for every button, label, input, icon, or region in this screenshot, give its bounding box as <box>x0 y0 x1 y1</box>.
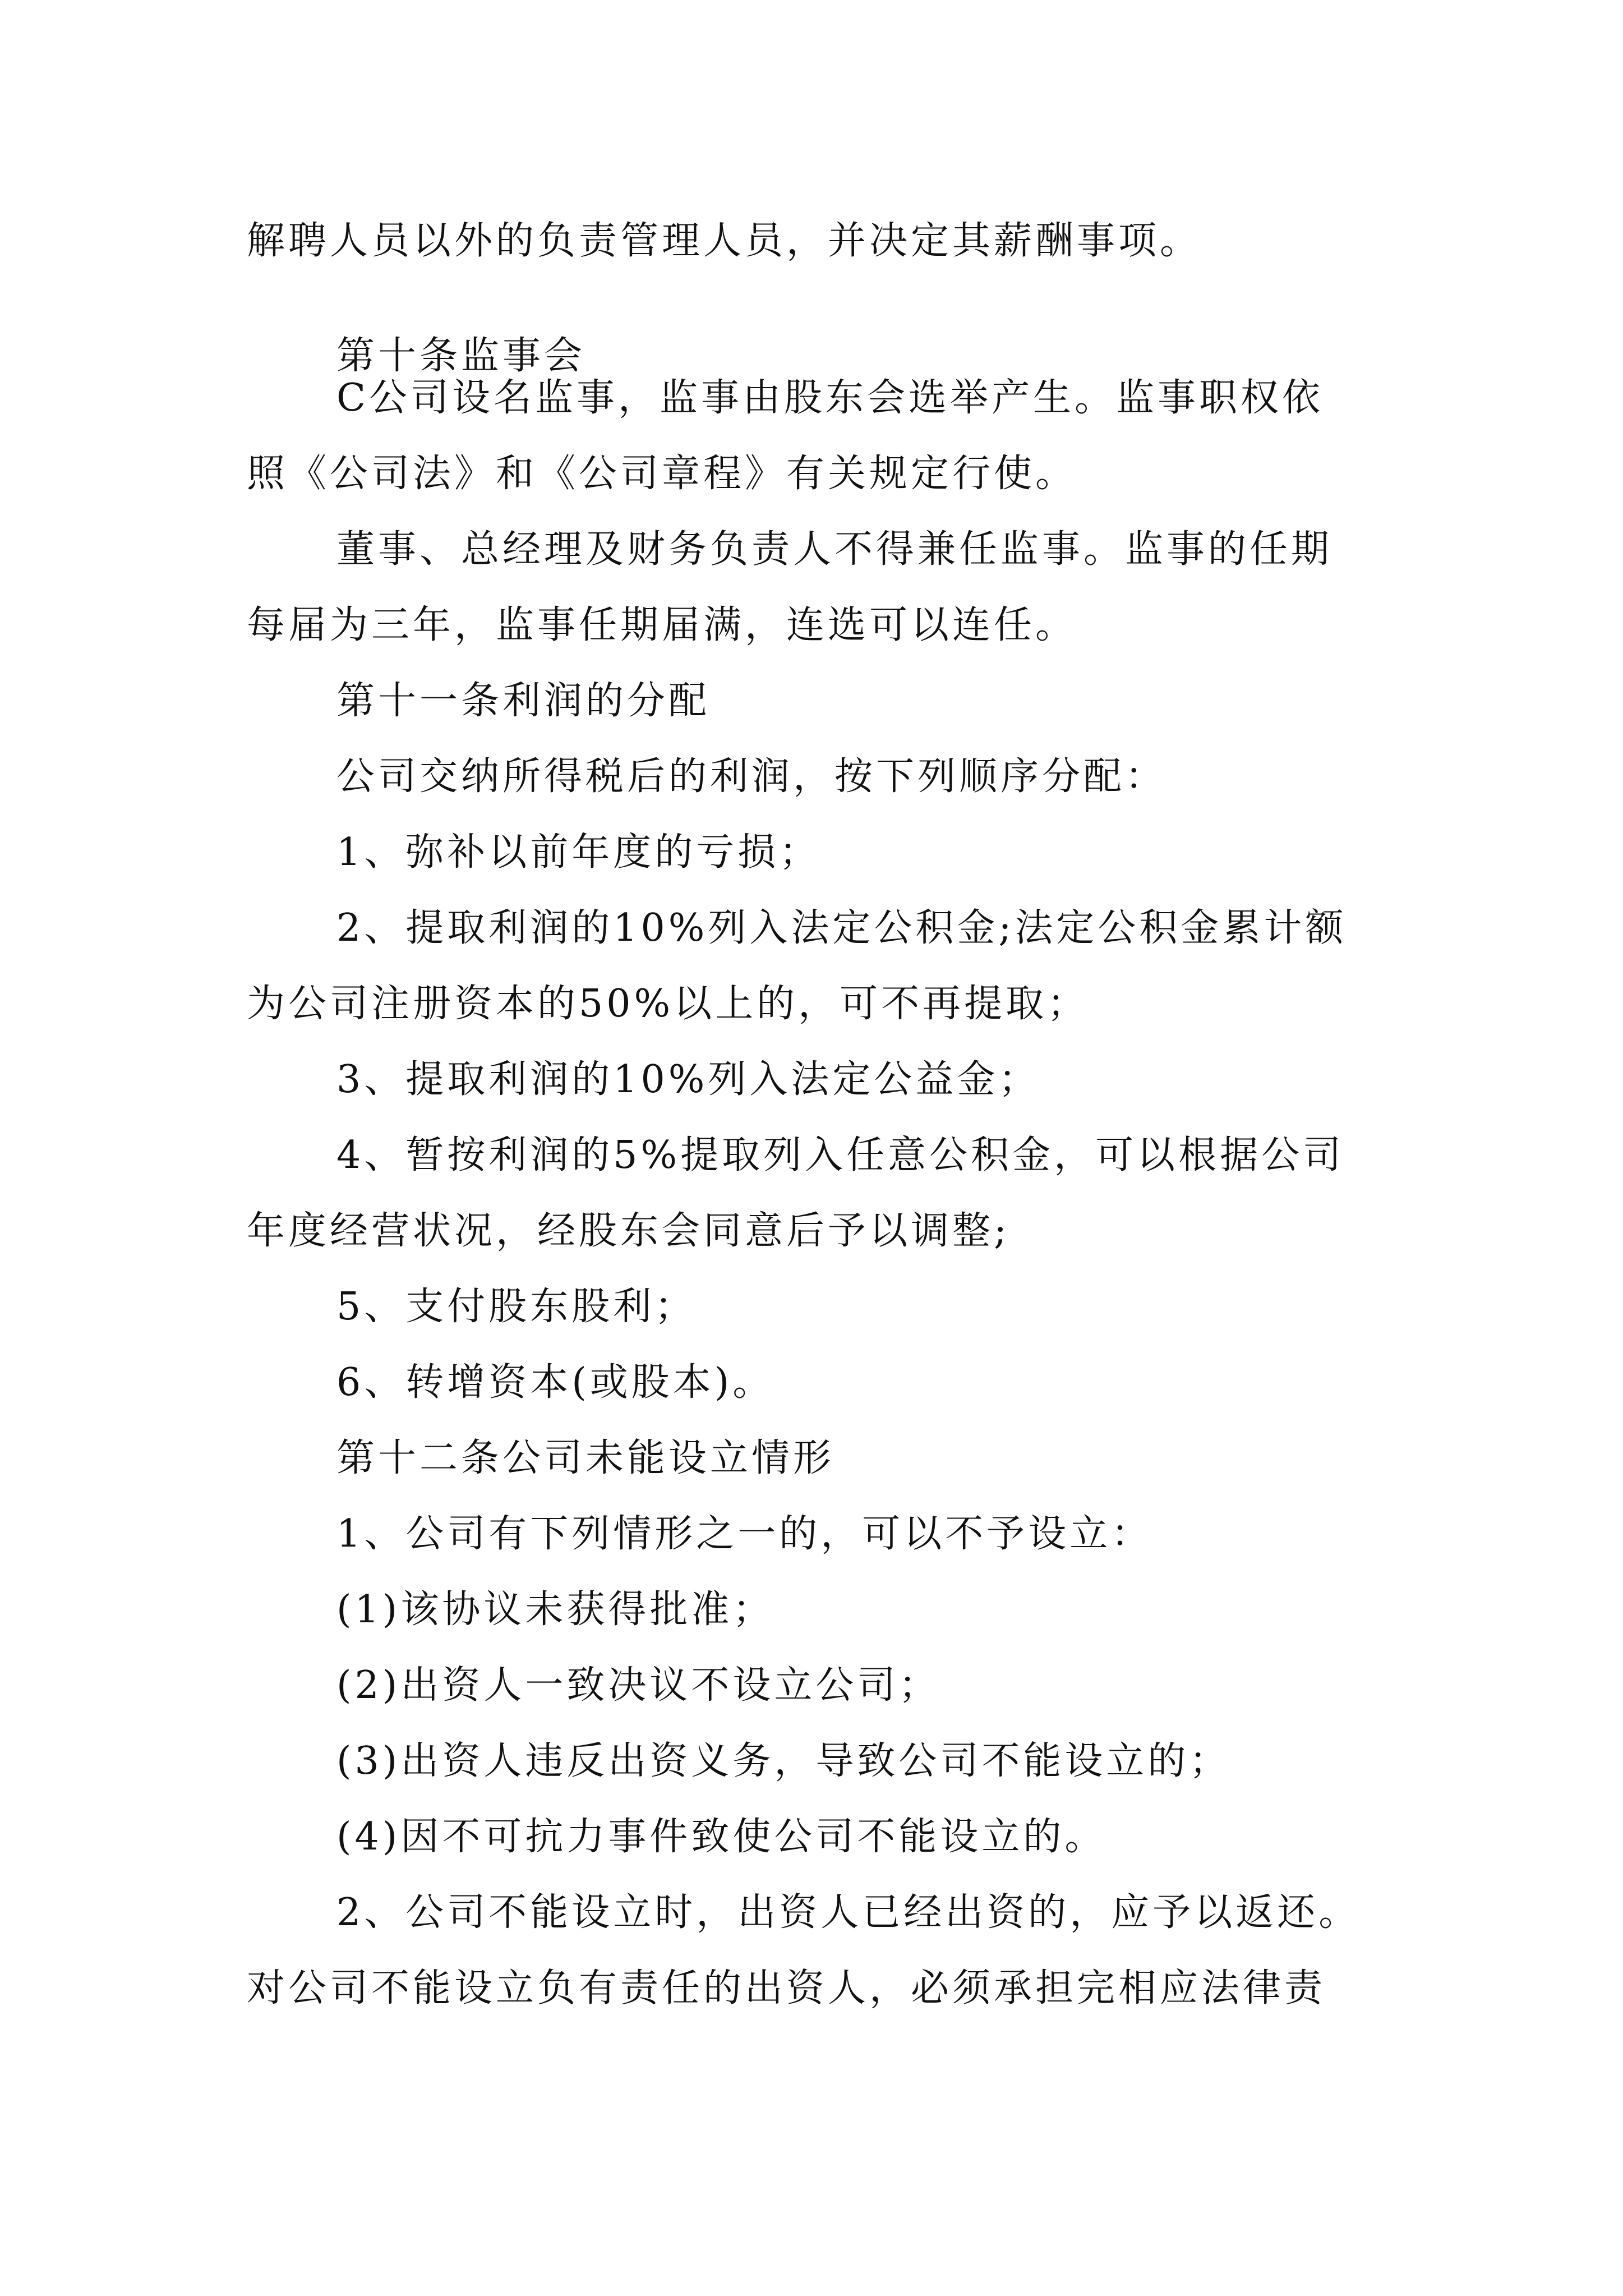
list-item: 2、提取利润的10%列入法定公积金;法定公积金累计额 <box>336 906 1347 950</box>
section-heading: 第十一条利润的分配 <box>336 679 711 723</box>
list-item: 1、公司有下列情形之一的，可以不予设立： <box>336 1512 1153 1556</box>
list-item-continuation: 为公司注册资本的50%以上的，可不再提取； <box>247 982 1089 1026</box>
paragraph-line: 解聘人员以外的负责管理人员，并决定其薪酬事项。 <box>247 219 1202 263</box>
paragraph-line: 董事、总经理及财务负责人不得兼任监事。监事的任期 <box>336 527 1333 572</box>
list-item: 6、转增资本(或股本)。 <box>336 1360 774 1405</box>
paragraph-line: 照《公司法》和《公司章程》有关规定行使。 <box>247 452 1077 496</box>
paragraph-line: C公司设名监事，监事由股东会选举产生。监事职权依 <box>336 376 1324 420</box>
paragraph-line: 公司交纳所得税后的利润，按下列顺序分配： <box>336 754 1167 799</box>
section-heading: 第十条监事会 <box>336 334 586 378</box>
list-item: 2、公司不能设立时，出资人已经出资的，应予以返还。 <box>336 1890 1361 1935</box>
list-item: 3、提取利润的10%列入法定公益金； <box>336 1057 1040 1102</box>
sub-list-item: (3)出资人违反出资义务，导致公司不能设立的； <box>336 1739 1231 1783</box>
list-item-continuation: 对公司不能设立负有责任的出资人，必须承担完相应法律责 <box>247 1966 1326 2010</box>
sub-list-item: (1)该协议未获得批准； <box>336 1588 774 1632</box>
sub-list-item: (4)因不可抗力事件致使公司不能设立的。 <box>336 1815 1106 1859</box>
list-item: 1、弥补以前年度的亏损； <box>336 830 821 875</box>
list-item: 5、支付股东股利； <box>336 1285 697 1329</box>
section-heading: 第十二条公司未能设立情形 <box>336 1436 835 1480</box>
list-item-continuation: 年度经营状况，经股东会同意后予以调整; <box>247 1209 1010 1253</box>
list-item: 4、暂按利润的5%提取列入任意公积金，可以根据公司 <box>336 1133 1345 1177</box>
paragraph-line: 每届为三年，监事任期届满，连选可以连任。 <box>247 603 1077 647</box>
sub-list-item: (2)出资人一致决议不设立公司； <box>336 1663 940 1708</box>
